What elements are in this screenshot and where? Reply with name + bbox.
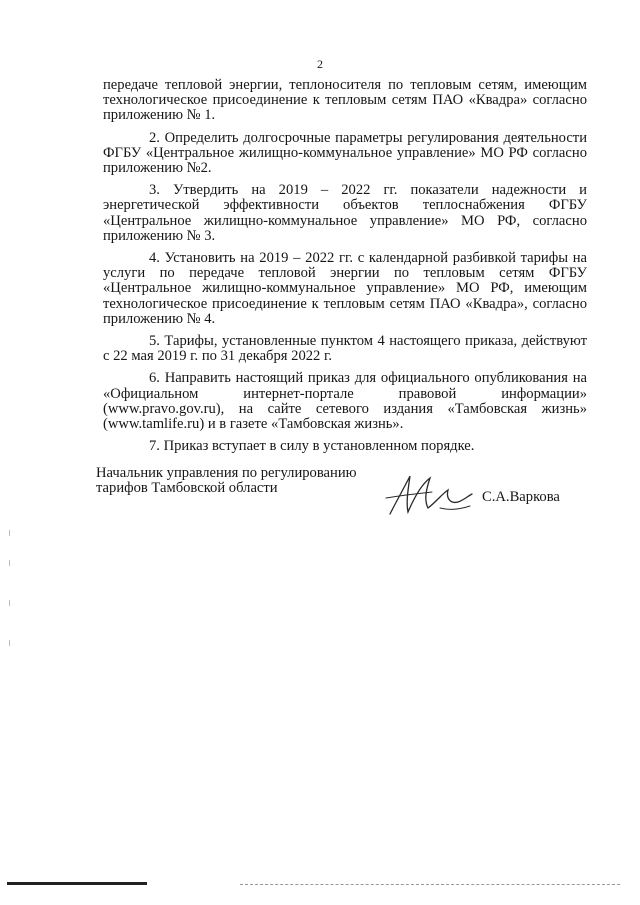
- document-body: [103, 78, 587, 461]
- signature-block: [96, 466, 596, 526]
- margin-tick: [9, 560, 10, 566]
- signatory-title-line-2: тарифов Тамбовской области: [96, 480, 278, 497]
- margin-tick: [9, 530, 10, 536]
- paragraph-item-4: 4. Установить на 2019 – 2022 гг. с календарной разбивкой тарифы на услуги по передаче тепловой энергии по тепловым сетям ФГБУ «Центральное жилищно-коммунальное управление» МО РФ, имеющим технологическое присоединение к тепловым сетям ПАО «Квадра», согласно приложению № 4.: [103, 250, 587, 327]
- margin-tick: [9, 600, 10, 606]
- paragraph-item-3: 3. Утвердить на 2019 – 2022 гг. показатели надежности и энергетической эффективности объектов теплоснабжения ФГБУ «Центральное жилищно-коммунальное управление» МО РФ, согласно приложению № 3.: [103, 182, 587, 244]
- paragraph-continuation: передаче тепловой энергии, теплоносителя по тепловым сетям, имеющим технологическое присоединение к тепловым сетям ПАО «Квадра» согласно приложению № 1.: [103, 77, 587, 124]
- scan-edge-line: [7, 882, 147, 885]
- scan-edge-dots: [240, 884, 620, 885]
- signatory-title: [96, 466, 386, 496]
- margin-tick: [9, 640, 10, 646]
- paragraph-item-2: 2. Определить долгосрочные параметры регулирования деятельности ФГБУ «Центральное жилищно-коммунальное управление» МО РФ согласно приложению №2.: [103, 129, 587, 177]
- handwritten-signature: [378, 468, 478, 520]
- signatory-name: С.А.Варкова: [482, 489, 560, 505]
- paragraph-item-5: 5. Тарифы, установленные пунктом 4 настоящего приказа, действуют с 22 мая 2019 г. по 31 декабря 2022 г.: [103, 333, 587, 365]
- signatory-title-line-1: Начальник управления по регулированию: [96, 465, 357, 481]
- paragraph-item-7: 7. Приказ вступает в силу в установленном порядке.: [149, 438, 475, 455]
- page-number: 2: [317, 57, 323, 71]
- paragraph-item-6: 6. Направить настоящий приказ для официального опубликования на «Официальном интернет-портале правовой информации» (www.pravo.gov.ru), на сайте сетевого издания «Тамбовская жизнь» (www.tamlife.ru) и в газете «Тамбовская жизнь».: [103, 370, 587, 433]
